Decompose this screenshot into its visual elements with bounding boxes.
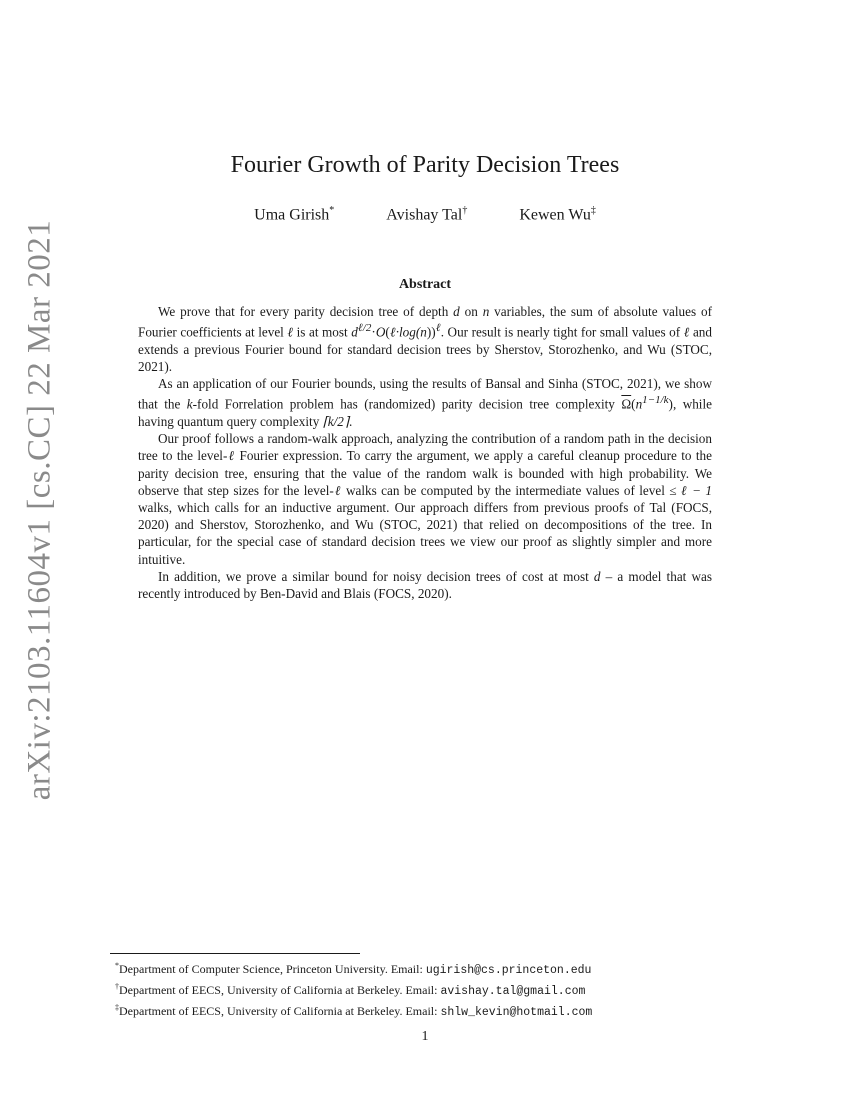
footnotes: [115, 958, 755, 1021]
abstract-paragraph-2: As an application of our Fourier bounds, using the results of Bansal and Sinha (STOC, 2021), we show that the k-fold Forrelation problem has (randomized) parity decision tree complexity $\overline{\Omega}(n^{1-1/k})$, while having quantum query complexity ⌈k/2⌉.: [138, 376, 712, 429]
arxiv-identifier: arXiv:2103.11604v1 [cs.CC] 22 Mar 2021: [21, 219, 58, 801]
footnote-email[interactable]: ugirish@cs.princeton.edu: [425, 964, 592, 977]
footnote-email[interactable]: avishay.tal@gmail.com: [440, 985, 586, 998]
abstract-heading: Abstract: [398, 277, 452, 292]
abstract-body: [138, 303, 712, 602]
author-2: Avishay Tal†: [386, 205, 468, 224]
abstract-paragraph-3: Our proof follows a random-walk approach, analyzing the contribution of a random path in the decision tree to the level-ℓ Fourier expression. To carry the argument, we apply a careful cleanup procedure to the parity decision tree, ensuring that the value of the random walk is bounded with high probability. We observe that step sizes for the level-ℓ walks can be computed by the intermediate values of level ≤ ℓ − 1 walks, which calls for an inductive argument. Our approach differs from previous proofs of Tal (FOCS, 2020) and Sherstov, Storozhenko, and Wu (STOC, 2021) that relied on decompositions of the tree. In particular, for the special case of standard decision trees we view our proof as slightly simpler and more intuitive.: [138, 431, 713, 567]
author-3: Kewen Wu‡: [519, 205, 596, 224]
footnote-rule: [110, 953, 360, 954]
abstract-paragraph-1: We prove that for every parity decision tree of depth d on n variables, the sum of absolute values of Fourier coefficients at level ℓ is at most $d^{\ell/2}\cdot O(\ell\cdot\log(n))^\ell$. Our result is nearly tight for small values of ℓ and extends a previous Fourier bound for standard decision trees by Sherstov, Storozhenko, and Wu (STOC, 2021).: [138, 304, 712, 374]
footnote-3: ‡Department of EECS, University of California at Berkeley. Email: shlw_kevin@hotmail.com: [115, 1003, 593, 1019]
author-1: Uma Girish*: [254, 205, 335, 224]
paper-title: Fourier Growth of Parity Decision Trees: [230, 152, 620, 178]
page-number: 1: [421, 1029, 429, 1044]
author-list: [0, 205, 850, 224]
footnote-email[interactable]: shlw_kevin@hotmail.com: [440, 1006, 593, 1019]
footnote-1: *Department of Computer Science, Princeton University. Email: ugirish@cs.princeton.edu: [115, 961, 592, 977]
footnote-2: †Department of EECS, University of California at Berkeley. Email: avishay.tal@gmail.com: [115, 982, 586, 998]
abstract-paragraph-4: In addition, we prove a similar bound for noisy decision trees of cost at most d – a model that was recently introduced by Ben-David and Blais (FOCS, 2020).: [138, 568, 712, 602]
